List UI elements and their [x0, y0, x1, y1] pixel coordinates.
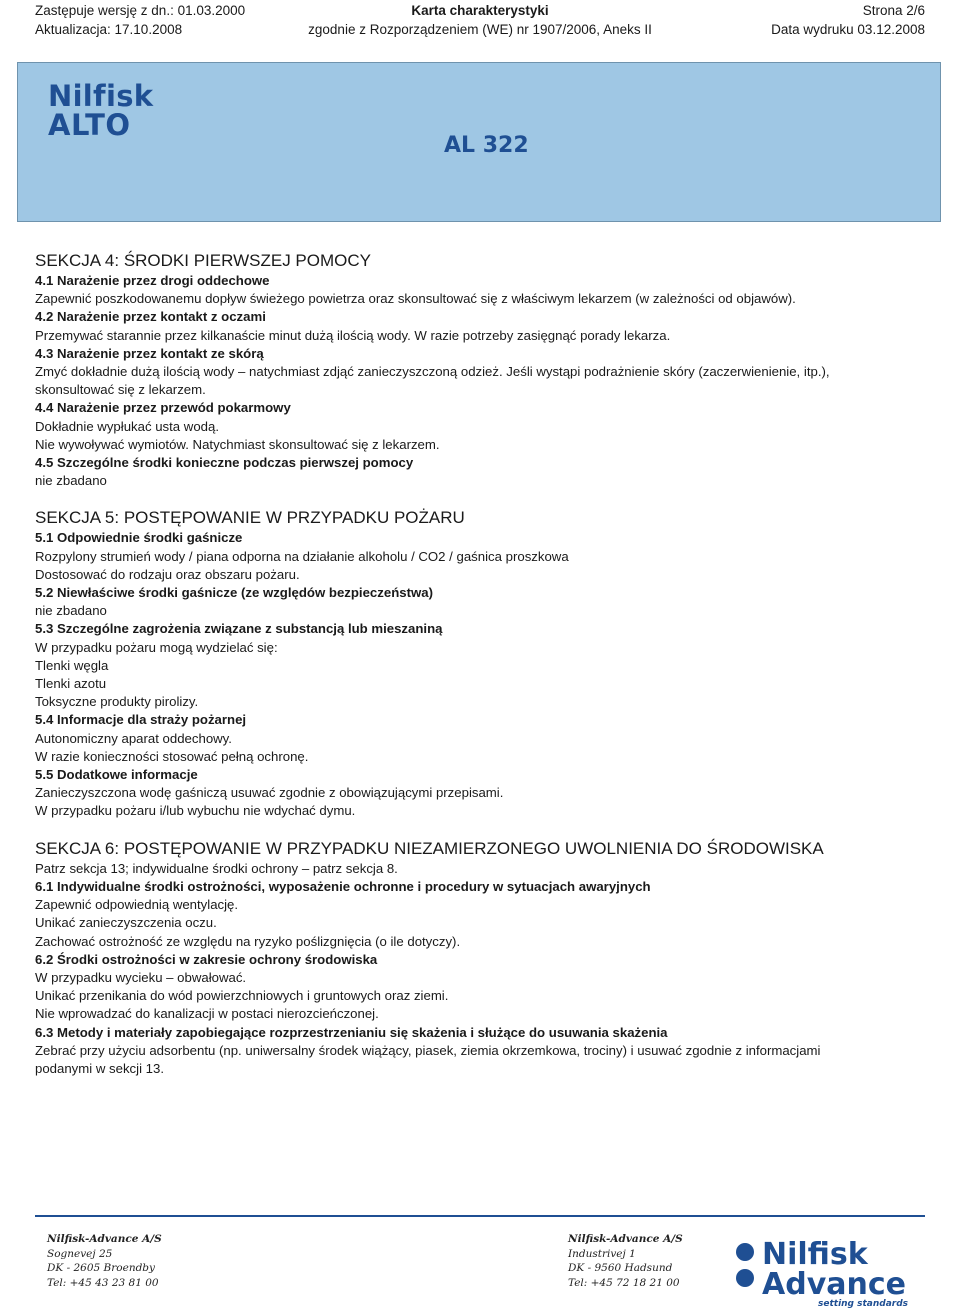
paragraph: nie zbadano	[35, 603, 107, 619]
update-date: Aktualizacja: 17.10.2008	[35, 22, 183, 37]
footer-divider	[35, 1215, 925, 1217]
subsection-title: 5.2 Niewłaściwe środki gaśnicze (ze względów bezpieczeństwa)	[35, 585, 433, 601]
page-number: Strona 2/6	[862, 3, 925, 18]
paragraph: W przypadku wycieku – obwałować.	[35, 969, 247, 985]
paragraph: Patrz sekcja 13; indywidualne środki ochrony – patrz sekcja 8.	[35, 860, 398, 876]
paragraph: Tlenki azotu	[35, 676, 107, 692]
subsection-title: 4.1 Narażenie przez drogi oddechowe	[35, 273, 270, 288]
document-title: Karta charakterystyki	[411, 3, 549, 18]
subsection-title: 5.3 Szczególne zagrożenia związane z substancją lub mieszaniną	[35, 621, 443, 637]
paragraph: Toksyczne produkty pirolizy.	[35, 694, 199, 710]
paragraph: podanymi w sekcji 13.	[35, 1060, 165, 1076]
paragraph: Przemywać starannie przez kilkanaście minut dużą ilością wody. W razie potrzeby zasięgnąć porady lekarza.	[35, 327, 671, 343]
paragraph: W przypadku pożaru i/lub wybuchu nie wdychać dymu.	[35, 803, 356, 819]
section-4-title: SEKCJA 4: ŚRODKI PIERWSZEJ POMOCY	[35, 251, 371, 270]
paragraph: Zapewnić poszkodowanemu dopływ świeżego powietrza oraz skonsultować się z właściwym lekarzem (w zależności od objawów).	[35, 291, 796, 307]
nilfisk-alto-logo: Nilfisk ALTO	[48, 79, 154, 142]
subsection-title: 4.5 Szczególne środki konieczne podczas pierwszej pomocy	[35, 455, 414, 471]
subsection-title: 4.3 Narażenie przez kontakt ze skórą	[35, 345, 264, 361]
subsection-title: 6.1 Indywidualne środki ostrożności, wyposażenie ochronne i procedury w sytuacjach awaryjnych	[35, 878, 651, 894]
regulation-reference: zgodnie z Rozporządzeniem (WE) nr 1907/2006, Aneks II	[308, 22, 652, 37]
supersedes-version: Zastępuje wersję z dn.: 01.03.2000	[35, 3, 246, 18]
section-6-title: SEKCJA 6: POSTĘPOWANIE W PRZYPADKU NIEZAMIERZONEGO UWOLNIENIA DO ŚRODOWISKA	[35, 838, 824, 858]
footer-address-hadsund: Nilfisk-Advance A/S Industrivej 1 DK - 9560 Hadsund Tel: +45 72 18 21 00	[568, 1233, 683, 1289]
paragraph: Zanieczyszczona wodę gaśniczą usuwać zgodnie z obowiązującymi przepisami.	[35, 785, 504, 801]
nilfisk-advance-logo	[728, 1228, 928, 1308]
product-banner	[17, 62, 941, 222]
paragraph: Zapewnić odpowiednią wentylację.	[35, 897, 239, 913]
footer-address-broendby: Nilfisk-Advance A/S Sognevej 25 DK - 2605 Broendby Tel: +45 43 23 81 00	[47, 1233, 162, 1289]
paragraph: Dostosować do rodzaju oraz obszaru pożaru.	[35, 566, 300, 582]
paragraph: Dokładnie wypłukać usta wodą.	[35, 418, 219, 434]
subsection-title: 6.2 Środki ostrożności w zakresie ochrony środowiska	[35, 951, 378, 967]
subsection-title: 4.4 Narażenie przez przewód pokarmowy	[35, 400, 291, 416]
print-date: Data wydruku 03.12.2008	[771, 22, 925, 37]
paragraph: Zmyć dokładnie dużą ilością wody – natychmiast zdjąć zanieczyszczoną odzież. Jeśli wystąpi podrażnienie skóry (zaczerwienienie, itp.),	[35, 364, 830, 380]
logo-dot-icon	[736, 1243, 754, 1261]
paragraph: skonsultować się z lekarzem.	[35, 382, 206, 398]
paragraph: Unikać przenikania do wód powierzchniowych i gruntowych oraz ziemi.	[35, 988, 449, 1004]
paragraph: nie zbadano	[35, 473, 107, 489]
paragraph: W razie konieczności stosować pełną ochronę.	[35, 748, 309, 764]
document-body	[35, 250, 925, 1078]
subsection-title: 5.5 Dodatkowe informacje	[35, 767, 198, 783]
paragraph: Zebrać przy użyciu adsorbentu (np. uniwersalny środek wiążący, piasek, ziemia okrzemkowa, trociny) i usuwać zgodnie z informacjami	[35, 1042, 821, 1058]
subsection-title: 4.2 Narażenie przez kontakt z oczami	[35, 309, 266, 325]
subsection-title: 5.1 Odpowiednie środki gaśnicze	[35, 530, 243, 546]
subsection-title: 5.4 Informacje dla straży pożarnej	[35, 712, 247, 728]
logo-line-1: Nilfisk	[762, 1237, 868, 1272]
section-5-title: SEKCJA 5: POSTĘPOWANIE W PRZYPADKU POŻARU	[35, 508, 465, 528]
paragraph: Zachować ostrożność ze względu na ryzyko poślizgnięcia (o ile dotyczy).	[35, 933, 461, 949]
paragraph: Rozpylony strumień wody / piana odporna na działanie alkoholu / CO2 / gaśnica proszkowa	[35, 548, 569, 564]
product-name: AL 322	[444, 133, 529, 158]
paragraph: W przypadku pożaru mogą wydzielać się:	[35, 639, 278, 655]
paragraph: Unikać zanieczyszczenia oczu.	[35, 915, 217, 931]
subsection-title: 6.3 Metody i materiały zapobiegające rozprzestrzenianiu się skażenia i służące do usuwania skażenia	[35, 1024, 668, 1040]
paragraph: Tlenki węgla	[35, 657, 109, 673]
logo-dot-icon	[736, 1269, 754, 1287]
paragraph: Nie wywoływać wymiotów. Natychmiast skonsultować się z lekarzem.	[35, 436, 440, 452]
logo-line-2: Advance	[762, 1267, 906, 1302]
paragraph: Nie wprowadzać do kanalizacji w postaci nierozcieńczonej.	[35, 1006, 379, 1022]
logo-tagline: setting standards	[818, 1299, 909, 1308]
paragraph: Autonomiczny aparat oddechowy.	[35, 730, 232, 746]
